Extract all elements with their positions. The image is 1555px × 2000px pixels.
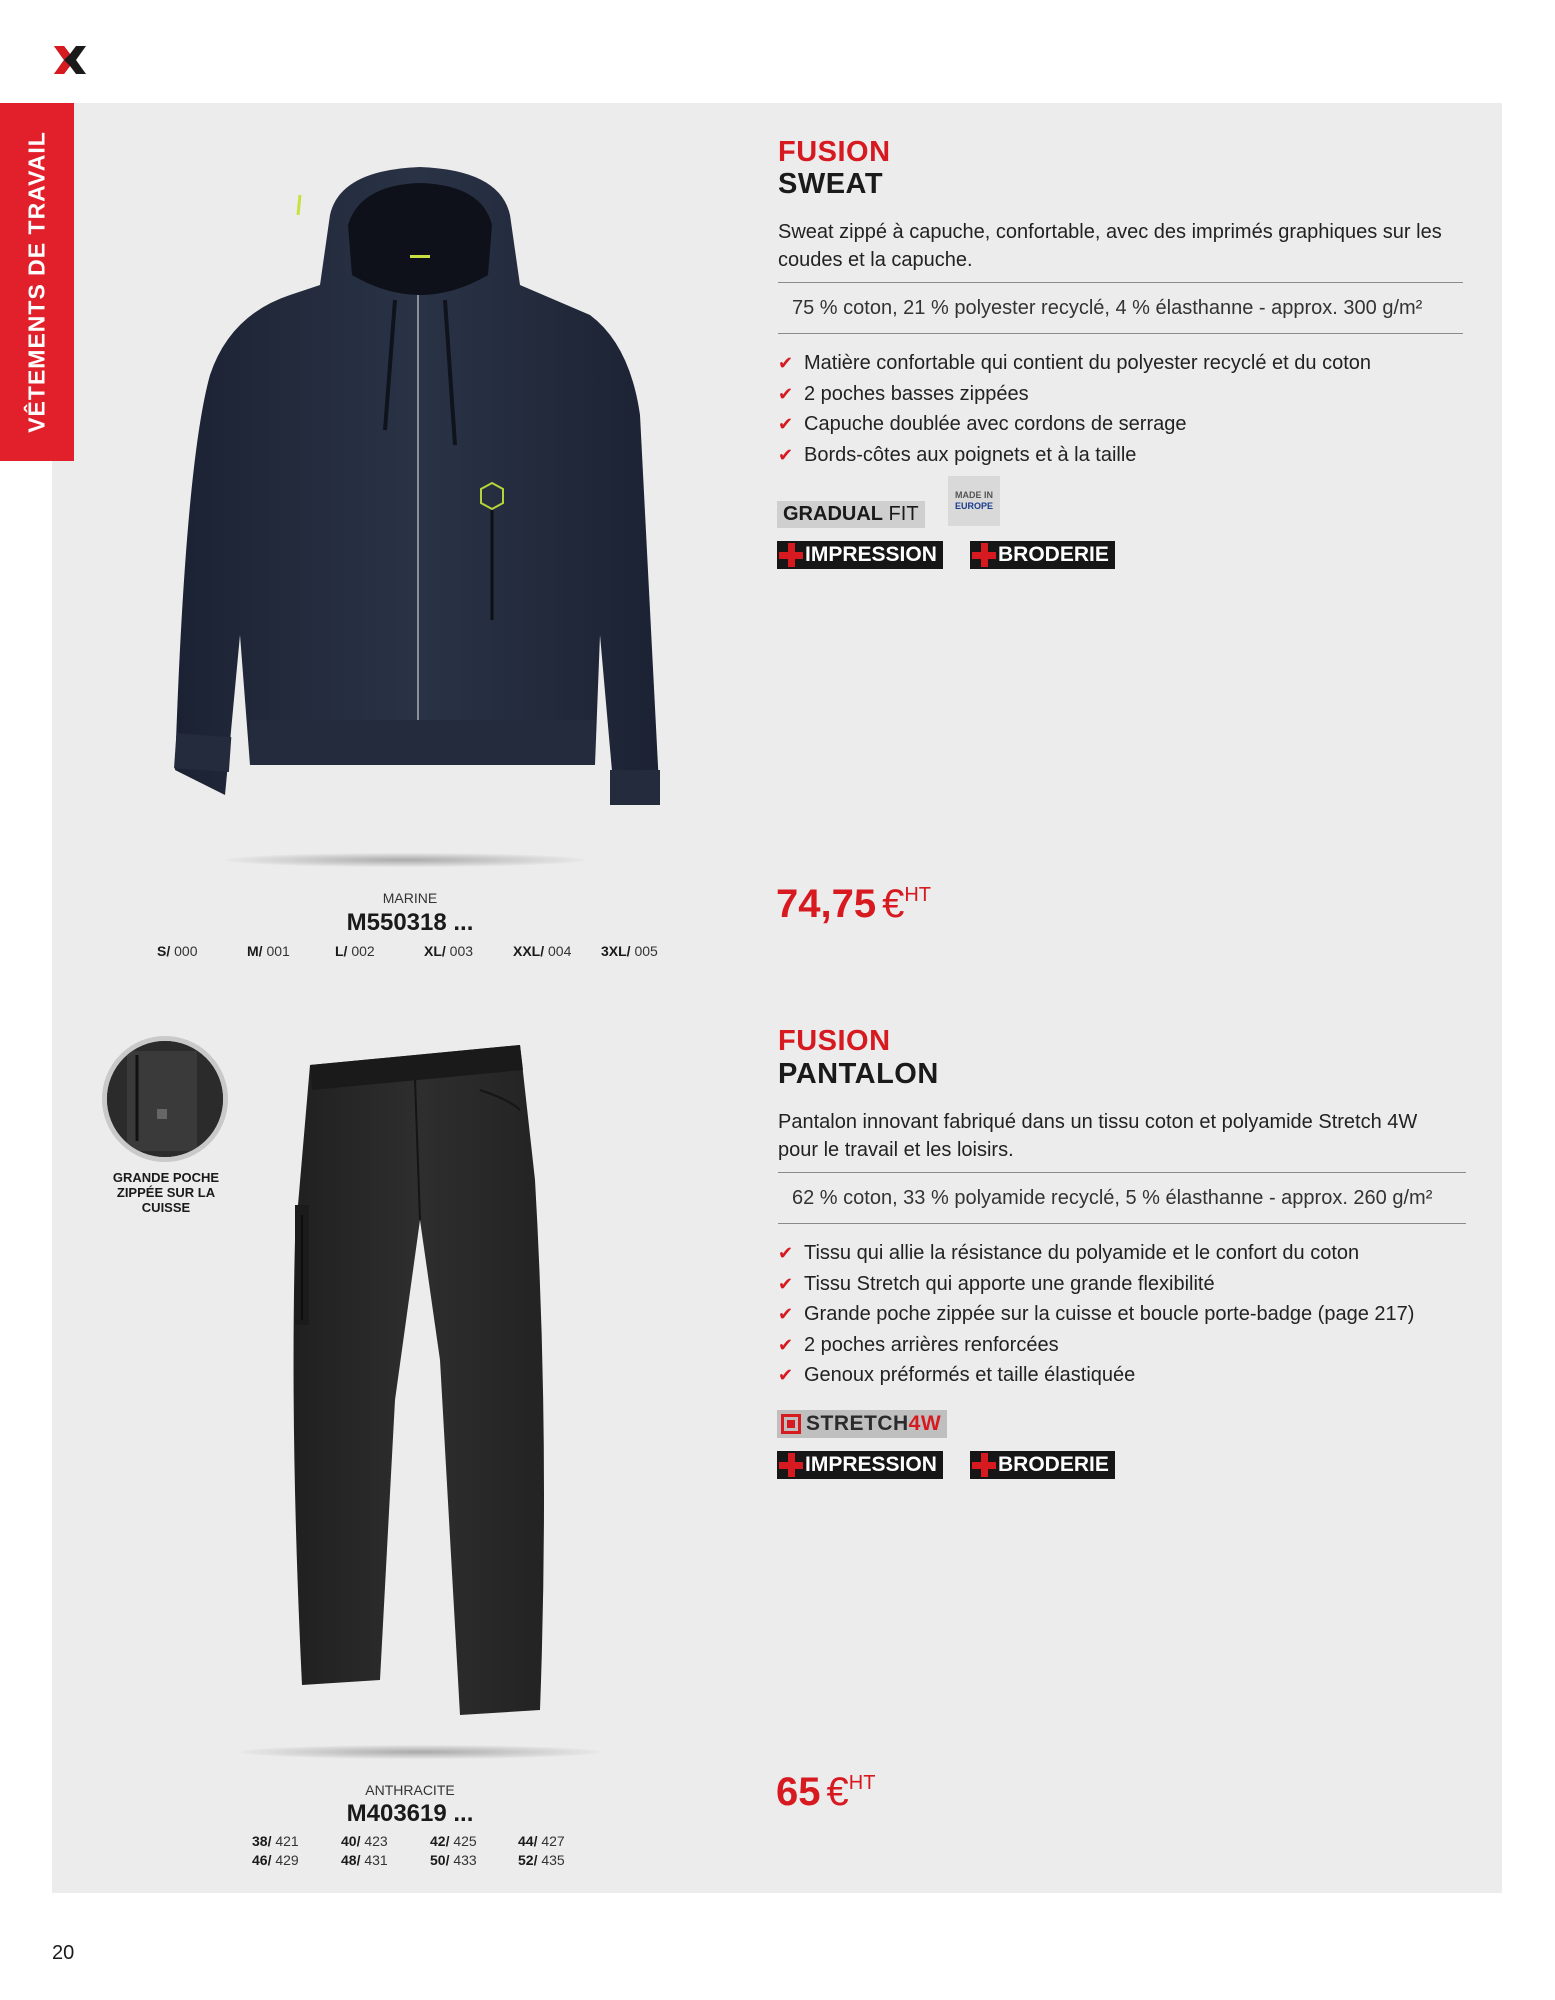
trousers-reference: M403619 ... — [346, 1800, 474, 1827]
product-title-name: SWEAT — [778, 168, 884, 200]
stretch-4w-label: STRETCH 4W — [777, 1410, 947, 1438]
product-title-brand: FUSION — [778, 1025, 891, 1057]
product-title-name: PANTALON — [778, 1058, 939, 1090]
plus-icon — [779, 543, 803, 567]
feature-item: ✔ Tissu Stretch qui apporte une grande flexibilité — [778, 1269, 1414, 1300]
trousers-size: 42/ 425 — [430, 1833, 477, 1849]
product-title-brand: FUSION — [778, 136, 891, 168]
product-description: Sweat zippé à capuche, confortable, avec des imprimés graphiques sur les coudes et la capuche. — [778, 221, 1442, 271]
trousers-size: 50/ 433 — [430, 1852, 477, 1868]
check-icon: ✔ — [778, 1334, 794, 1355]
hoodie-size: 3XL/ 005 — [601, 943, 658, 959]
product-composition: 75 % coton, 21 % polyester recyclé, 4 % élasthanne - approx. 300 g/m² — [778, 282, 1463, 334]
feature-item: ✔ Matière confortable qui contient du polyester recyclé et du coton — [778, 348, 1371, 379]
product-description: Pantalon innovant fabriqué dans un tissu coton et polyamide Stretch 4W pour le travail et les loisirs. — [778, 1111, 1418, 1161]
feature-item: ✔ Grande poche zippée sur la cuisse et boucle porte-badge (page 217) — [778, 1299, 1414, 1330]
check-icon: ✔ — [778, 414, 794, 434]
hoodie-size: XXL/ 004 — [513, 943, 572, 959]
product-price: 65 €HT — [776, 1770, 876, 1814]
pocket-detail-drawing — [107, 1041, 223, 1157]
pocket-detail-image — [102, 1036, 228, 1162]
trousers-color-name: ANTHRACITE — [365, 1782, 455, 1798]
trousers-size: 48/ 431 — [341, 1852, 388, 1868]
section-tab — [0, 103, 74, 461]
impression-badge: IMPRESSION — [777, 541, 943, 569]
trousers-size: 38/ 421 — [252, 1833, 299, 1849]
product-price: 74,75 €HT — [776, 882, 932, 926]
pocket-callout-text: GRANDE POCHE ZIPPÉE SUR LA CUISSE — [112, 1170, 220, 1215]
hoodie-size: M/ 001 — [247, 943, 290, 959]
made-in-europe-logo: MADE IN EUROPE — [948, 476, 1000, 526]
gradual-fit-label: GRADUAL FIT — [777, 501, 925, 528]
hoodie-shadow — [225, 853, 585, 867]
trousers-size: 46/ 429 — [252, 1852, 299, 1868]
hoodie-size: XL/ 003 — [424, 943, 474, 959]
check-icon: ✔ — [778, 353, 794, 373]
hoodie-color-name: MARINE — [382, 890, 438, 906]
broderie-badge: BRODERIE — [970, 1451, 1115, 1479]
product-composition: 62 % coton, 33 % polyamide recyclé, 5 % élasthanne - approx. 260 g/m² — [778, 1172, 1466, 1224]
feature-item: ✔ 2 poches basses zippées — [778, 379, 1371, 410]
section-tab-label: VÊTEMENTS DE TRAVAIL — [23, 131, 50, 433]
feature-item: ✔ Genoux préformés et taille élastiquée — [778, 1360, 1414, 1391]
plus-icon — [972, 1453, 996, 1477]
plus-icon — [779, 1453, 803, 1477]
feature-item: ✔ Tissu qui allie la résistance du polyamide et le confort du coton — [778, 1238, 1414, 1269]
feature-list — [778, 1238, 1414, 1391]
impression-badge: IMPRESSION — [777, 1451, 943, 1479]
feature-item: ✔ Capuche doublée avec cordons de serrage — [778, 409, 1371, 440]
hoodie-image — [170, 165, 665, 830]
trousers-size: 44/ 427 — [518, 1833, 565, 1849]
trousers-shadow — [240, 1745, 600, 1759]
brand-logo — [50, 40, 90, 80]
stretch-icon — [781, 1414, 801, 1434]
feature-list — [778, 348, 1371, 470]
trousers-image — [280, 1040, 550, 1720]
hoodie-reference: M550318 ... — [346, 909, 474, 936]
check-icon: ✔ — [778, 383, 794, 404]
check-icon: ✔ — [778, 1304, 794, 1324]
check-icon: ✔ — [778, 444, 794, 465]
check-icon: ✔ — [778, 1273, 794, 1294]
check-icon: ✔ — [778, 1243, 794, 1263]
hoodie-size: S/ 000 — [157, 943, 198, 959]
trousers-size: 52/ 435 — [518, 1852, 565, 1868]
trousers-size: 40/ 423 — [341, 1833, 388, 1849]
feature-item: ✔ Bords-côtes aux poignets et à la taille — [778, 440, 1371, 471]
plus-icon — [972, 543, 996, 567]
feature-item: ✔ 2 poches arrières renforcées — [778, 1330, 1414, 1361]
page-number: 20 — [52, 1942, 75, 1964]
broderie-badge: BRODERIE — [970, 541, 1115, 569]
hoodie-size: L/ 002 — [335, 943, 375, 959]
check-icon: ✔ — [778, 1365, 794, 1385]
